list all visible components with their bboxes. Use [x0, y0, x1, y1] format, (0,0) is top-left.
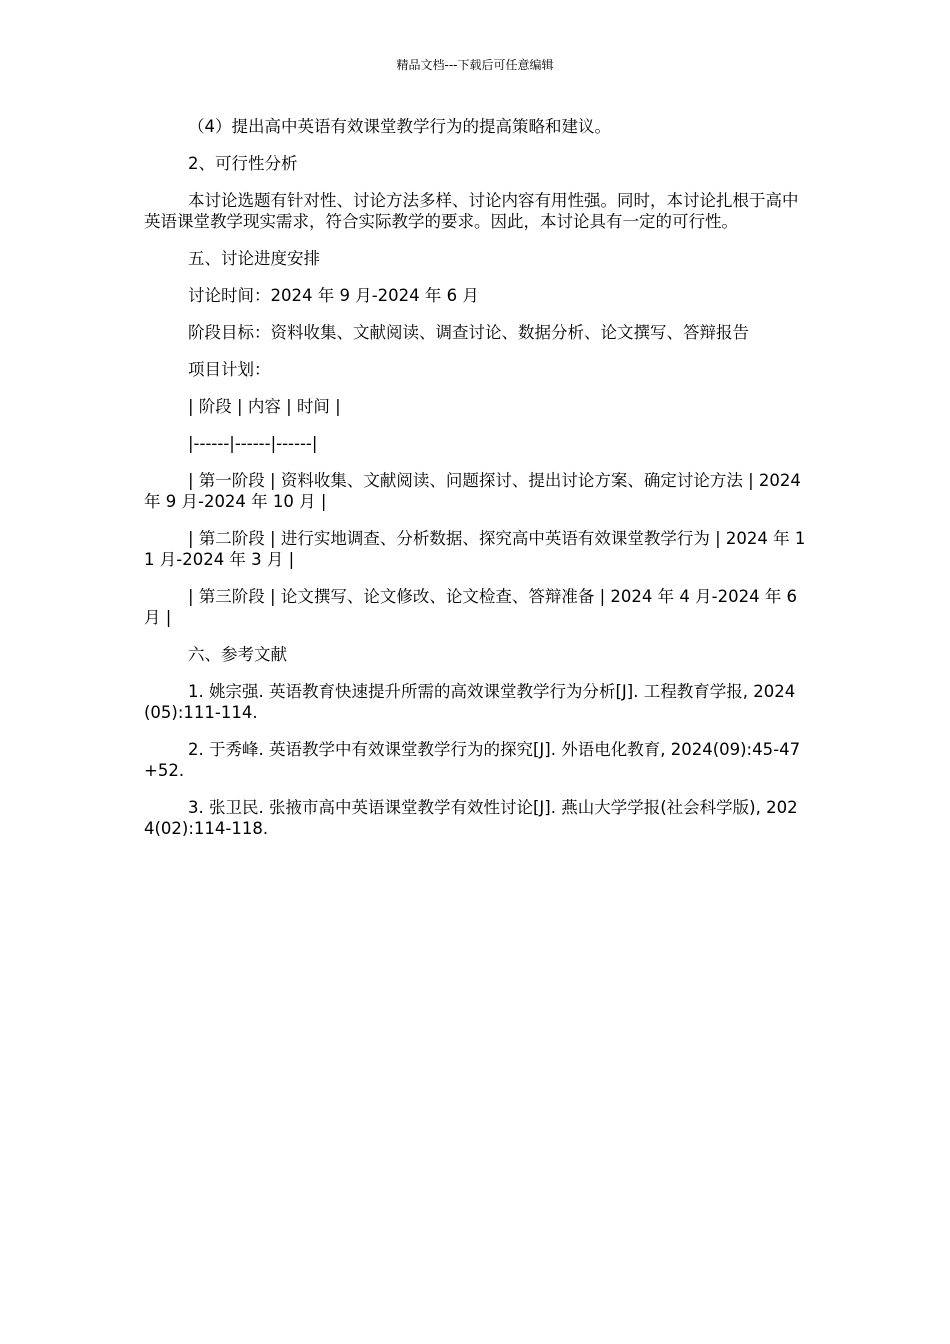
section-heading-feasibility: 2、可行性分析	[188, 154, 298, 173]
page-header: 精品文档---下载后可任意编辑	[396, 58, 554, 72]
feasibility-paragraph: 本讨论选题有针对性、讨论方法多样、讨论内容有用性强。同时，本讨论扎根于高中英语课堂教学现实需求，符合实际教学的要求。因此，本讨论具有一定的可行性。	[144, 191, 799, 231]
schedule-time: 讨论时间：2024 年 9 月-2024 年 6 月	[188, 286, 479, 305]
section-heading-references: 六、参考文献	[188, 645, 287, 664]
plan-table-separator: |------|------|------|	[188, 434, 318, 453]
plan-table-row-1: | 第一阶段 | 资料收集、文献阅读、问题探讨、提出讨论方案、确定讨论方法 | 2024 年 9 月-2024 年 10 月 |	[144, 471, 801, 511]
schedule-goals: 阶段目标：资料收集、文献阅读、调查讨论、数据分析、论文撰写、答辩报告	[188, 323, 749, 342]
plan-table-header: | 阶段 | 内容 | 时间 |	[188, 397, 341, 416]
reference-item-1: 1. 姚宗强. 英语教育快速提升所需的高效课堂教学行为分析[J]. 工程教育学报, 2024(05):111-114.	[144, 682, 796, 722]
reference-item-2: 2. 于秀峰. 英语教学中有效课堂教学行为的探究[J]. 外语电化教育, 2024(09):45-47+52.	[144, 740, 801, 780]
reference-item-3: 3. 张卫民. 张掖市高中英语课堂教学有效性讨论[J]. 燕山大学学报(社会科学版), 2024(02):114-118.	[144, 798, 798, 838]
document-body	[144, 116, 807, 855]
project-plan-label: 项目计划：	[188, 360, 271, 379]
plan-table-row-3: | 第三阶段 | 论文撰写、论文修改、论文检查、答辩准备 | 2024 年 4 月-2024 年 6 月 |	[144, 587, 798, 627]
objective-item-4: （4）提出高中英语有效课堂教学行为的提高策略和建议。	[188, 117, 611, 136]
section-heading-schedule: 五、讨论进度安排	[188, 249, 320, 268]
plan-table-row-2: | 第二阶段 | 进行实地调查、分析数据、探究高中英语有效课堂教学行为 | 2024 年 11 月-2024 年 3 月 |	[144, 529, 806, 569]
